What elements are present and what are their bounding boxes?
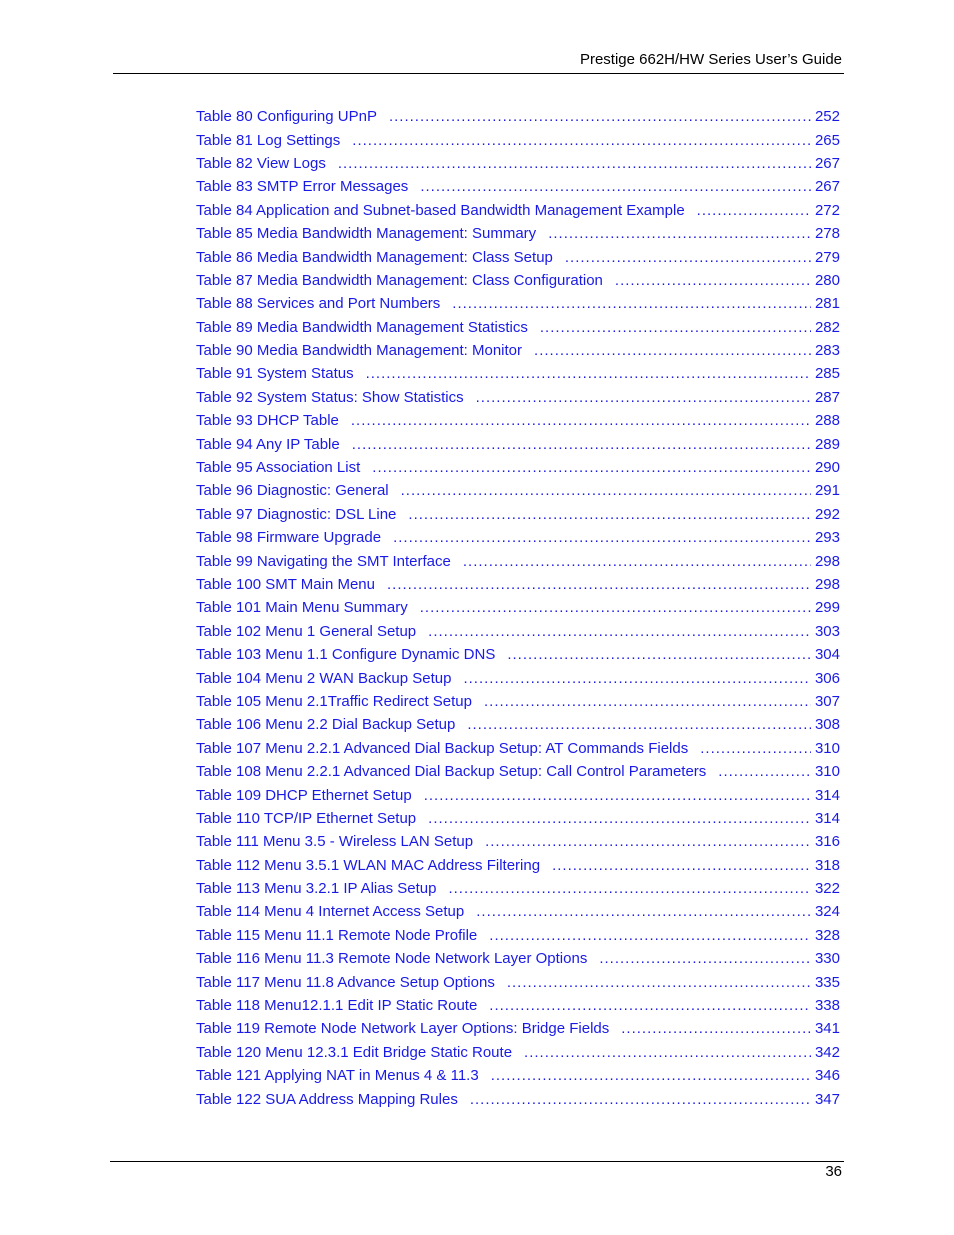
toc-entry-page: 272 <box>814 201 840 219</box>
toc-entry-title: Table 114 Menu 4 Internet Access Setup <box>196 903 465 921</box>
toc-entry-title: Table 116 Menu 11.3 Remote Node Network Layer Options <box>196 950 588 968</box>
toc-entry-page: 338 <box>814 997 840 1015</box>
toc-entry-page: 279 <box>814 248 840 266</box>
toc-entry-link[interactable] <box>196 783 840 806</box>
toc-entry-page: 289 <box>814 435 840 453</box>
toc-entry-page: 291 <box>814 482 840 500</box>
toc-dot-leader <box>565 249 811 266</box>
toc-entry-link[interactable] <box>196 199 840 222</box>
toc-entry-page: 292 <box>814 505 840 523</box>
toc-dot-leader <box>540 319 811 336</box>
toc-entry-link[interactable] <box>196 760 840 783</box>
toc-entry-link[interactable] <box>196 409 840 432</box>
toc-dot-leader <box>599 950 811 967</box>
toc-dot-leader <box>393 529 811 546</box>
toc-entry-page: 341 <box>814 1020 840 1038</box>
toc-dot-leader <box>428 623 811 640</box>
toc-entry-link[interactable] <box>196 128 840 151</box>
page-number: 36 <box>825 1163 842 1180</box>
toc-dot-leader <box>467 716 811 733</box>
toc-dot-leader <box>366 365 811 382</box>
toc-entry-page: 306 <box>814 669 840 687</box>
toc-entry-page: 318 <box>814 856 840 874</box>
toc-dot-leader <box>507 974 811 991</box>
page-header-title: Prestige 662H/HW Series User’s Guide <box>579 51 842 68</box>
toc-entry-page: 347 <box>814 1090 840 1108</box>
toc-entry-link[interactable] <box>196 1041 840 1064</box>
toc-entry-title: Table 99 Navigating the SMT Interface <box>196 552 451 570</box>
toc-entry-title: Table 83 SMTP Error Messages <box>196 178 409 196</box>
toc-entry-link[interactable] <box>196 900 840 923</box>
toc-dot-leader <box>697 202 811 219</box>
toc-entry-page: 346 <box>814 1067 840 1085</box>
toc-entry-title: Table 104 Menu 2 WAN Backup Setup <box>196 669 452 687</box>
toc-dot-leader <box>338 155 811 172</box>
toc-dot-leader <box>401 482 811 499</box>
toc-entry-link[interactable] <box>196 316 840 339</box>
toc-entry-title: Table 80 Configuring UPnP <box>196 108 377 126</box>
toc-entry-page: 283 <box>814 342 840 360</box>
toc-dot-leader <box>420 599 811 616</box>
toc-entry-link[interactable] <box>196 526 840 549</box>
toc-entry-title: Table 110 TCP/IP Ethernet Setup <box>196 809 417 827</box>
toc-entry-link[interactable] <box>196 690 840 713</box>
toc-entry-link[interactable] <box>196 573 840 596</box>
toc-entry-link[interactable] <box>196 549 840 572</box>
toc-entry-page: 316 <box>814 833 840 851</box>
toc-entry-link[interactable] <box>196 432 840 455</box>
toc-dot-leader <box>476 389 811 406</box>
toc-entry-title: Table 111 Menu 3.5 - Wireless LAN Setup <box>196 833 474 851</box>
toc-dot-leader <box>621 1020 811 1037</box>
toc-entry-title: Table 105 Menu 2.1Traffic Redirect Setup <box>196 692 472 710</box>
toc-entry-page: 293 <box>814 529 840 547</box>
toc-entry-title: Table 85 Media Bandwidth Management: Summary <box>196 225 537 243</box>
toc-dot-leader <box>524 1044 811 1061</box>
toc-dot-leader <box>548 225 811 242</box>
toc-entry-title: Table 113 Menu 3.2.1 IP Alias Setup <box>196 880 437 898</box>
toc-entry-title: Table 98 Firmware Upgrade <box>196 529 382 547</box>
toc-entry-page: 330 <box>814 950 840 968</box>
toc-dot-leader <box>351 412 811 429</box>
toc-entry-title: Table 121 Applying NAT in Menus 4 & 11.3 <box>196 1067 479 1085</box>
toc-entry-link[interactable] <box>196 456 840 479</box>
toc-entry-link[interactable] <box>196 737 840 760</box>
toc-entry-title: Table 117 Menu 11.8 Advance Setup Options <box>196 973 495 991</box>
toc-dot-leader <box>507 646 811 663</box>
toc-dot-leader <box>615 272 811 289</box>
toc-entry-page: 299 <box>814 599 840 617</box>
toc-dot-leader <box>489 997 811 1014</box>
toc-entry-page: 342 <box>814 1043 840 1061</box>
toc-entry-link[interactable] <box>196 877 840 900</box>
toc-entry-page: 310 <box>814 739 840 757</box>
toc-entry-title: Table 120 Menu 12.3.1 Edit Bridge Static Route <box>196 1043 513 1061</box>
toc-entry-page: 252 <box>814 108 840 126</box>
toc-dot-leader <box>484 693 811 710</box>
toc-entry-page: 285 <box>814 365 840 383</box>
toc-entry-title: Table 106 Menu 2.2 Dial Backup Setup <box>196 716 456 734</box>
toc-entry-page: 267 <box>814 154 840 172</box>
toc-entry-link[interactable] <box>196 970 840 993</box>
toc-entry-link[interactable] <box>196 503 840 526</box>
toc-entry-link[interactable] <box>196 292 840 315</box>
toc-entry-page: 290 <box>814 459 840 477</box>
toc-entry-link[interactable] <box>196 807 840 830</box>
toc-entry-link[interactable] <box>196 994 840 1017</box>
table-of-contents-list <box>196 105 840 1111</box>
toc-entry-page: 328 <box>814 926 840 944</box>
toc-entry-link[interactable] <box>196 245 840 268</box>
toc-dot-leader <box>408 506 811 523</box>
toc-entry-link[interactable] <box>196 105 840 128</box>
toc-entry-link[interactable] <box>196 713 840 736</box>
toc-entry-page: 298 <box>814 576 840 593</box>
toc-dot-leader <box>470 1091 811 1108</box>
toc-entry-link[interactable] <box>196 1087 840 1110</box>
toc-entry-title: Table 94 Any IP Table <box>196 435 340 453</box>
toc-entry-title: Table 109 DHCP Ethernet Setup <box>196 786 412 804</box>
toc-entry-page: 324 <box>814 903 840 921</box>
toc-entry-page: 322 <box>814 880 840 898</box>
toc-entry-title: Table 88 Services and Port Numbers <box>196 295 441 313</box>
toc-entry-title: Table 84 Application and Subnet-based Bandwidth Management Example <box>196 201 685 219</box>
toc-dot-leader <box>389 108 811 125</box>
toc-entry-title: Table 118 Menu12.1.1 Edit IP Static Route <box>196 997 478 1015</box>
toc-entry-link[interactable] <box>196 666 840 689</box>
toc-dot-leader <box>534 342 811 359</box>
toc-dot-leader <box>452 295 811 312</box>
toc-entry-title: Table 103 Menu 1.1 Configure Dynamic DNS <box>196 646 496 664</box>
toc-entry-title: Table 101 Main Menu Summary <box>196 599 408 617</box>
footer-divider <box>110 1161 844 1162</box>
toc-entry-link[interactable] <box>196 479 840 502</box>
toc-entry-title: Table 112 Menu 3.5.1 WLAN MAC Address Filtering <box>196 856 541 874</box>
toc-dot-leader <box>424 787 811 804</box>
toc-entry-title: Table 108 Menu 2.2.1 Advanced Dial Backup Setup: Call Control Parameters <box>196 763 707 781</box>
toc-entry-title: Table 122 SUA Address Mapping Rules <box>196 1090 458 1108</box>
toc-dot-leader <box>491 1067 811 1084</box>
toc-dot-leader <box>463 670 811 687</box>
toc-entry-page: 280 <box>814 271 840 289</box>
toc-entry-page: 281 <box>814 295 840 313</box>
toc-entry-title: Table 89 Media Bandwidth Management Statistics <box>196 318 528 336</box>
toc-dot-leader <box>489 927 811 944</box>
toc-entry-page: 304 <box>814 646 840 664</box>
toc-entry-page: 265 <box>814 131 840 149</box>
toc-entry-link[interactable] <box>196 269 840 292</box>
toc-entry-title: Table 97 Diagnostic: DSL Line <box>196 505 397 523</box>
toc-entry-page: 303 <box>814 622 840 640</box>
toc-entry-page: 314 <box>814 809 840 827</box>
toc-entry-page: 308 <box>814 716 840 734</box>
toc-entry-page: 310 <box>814 763 840 781</box>
toc-entry-link[interactable] <box>196 830 840 853</box>
toc-entry-link[interactable] <box>196 362 840 385</box>
toc-entry-title: Table 82 View Logs <box>196 154 326 172</box>
toc-entry-page: 278 <box>814 225 840 243</box>
toc-entry-link[interactable] <box>196 924 840 947</box>
toc-dot-leader <box>718 763 811 780</box>
toc-entry-title: Table 115 Menu 11.1 Remote Node Profile <box>196 926 478 944</box>
toc-entry-link[interactable] <box>196 947 840 970</box>
toc-dot-leader <box>700 740 811 757</box>
toc-dot-leader <box>448 880 811 897</box>
toc-entry-link[interactable] <box>196 386 840 409</box>
toc-entry-title: Table 100 SMT Main Menu <box>196 576 375 593</box>
toc-entry-link[interactable] <box>196 1064 840 1087</box>
toc-dot-leader <box>352 436 811 453</box>
toc-entry-title: Table 81 Log Settings <box>196 131 341 149</box>
toc-entry-title: Table 93 DHCP Table <box>196 412 339 430</box>
toc-dot-leader <box>352 132 811 149</box>
toc-entry-title: Table 95 Association List <box>196 459 361 477</box>
toc-entry-title: Table 119 Remote Node Network Layer Options: Bridge Fields <box>196 1020 610 1038</box>
toc-entry-link[interactable] <box>196 152 840 175</box>
toc-entry-page: 307 <box>814 692 840 710</box>
toc-dot-leader <box>552 857 811 874</box>
toc-dot-leader <box>476 903 811 920</box>
toc-dot-leader <box>372 459 811 476</box>
toc-entry-page: 282 <box>814 318 840 336</box>
toc-entry-page: 298 <box>814 552 840 570</box>
toc-entry-title: Table 86 Media Bandwidth Management: Class Setup <box>196 248 553 266</box>
toc-entry-link[interactable] <box>196 222 840 245</box>
toc-entry-link[interactable] <box>196 620 840 643</box>
toc-entry-page: 335 <box>814 973 840 991</box>
toc-entry-link[interactable] <box>196 175 840 198</box>
toc-entry-link[interactable] <box>196 339 840 362</box>
toc-entry-link[interactable] <box>196 596 840 619</box>
toc-entry-title: Table 87 Media Bandwidth Management: Class Configuration <box>196 271 603 289</box>
toc-entry-title: Table 92 System Status: Show Statistics <box>196 388 464 406</box>
toc-entry-page: 314 <box>814 786 840 804</box>
toc-entry-title: Table 91 System Status <box>196 365 354 383</box>
toc-entry-link[interactable] <box>196 854 840 877</box>
toc-entry-link[interactable] <box>196 1017 840 1040</box>
toc-entry-page: 288 <box>814 412 840 430</box>
toc-entry-page: 267 <box>814 178 840 196</box>
toc-entry-link[interactable] <box>196 643 840 666</box>
toc-dot-leader <box>428 810 811 827</box>
header-divider <box>113 73 844 74</box>
toc-dot-leader <box>485 833 811 850</box>
toc-dot-leader <box>387 576 811 593</box>
toc-dot-leader <box>420 178 811 195</box>
toc-entry-title: Table 102 Menu 1 General Setup <box>196 622 417 640</box>
toc-entry-title: Table 90 Media Bandwidth Management: Monitor <box>196 342 523 360</box>
toc-entry-title: Table 107 Menu 2.2.1 Advanced Dial Backup Setup: AT Commands Fields <box>196 739 689 757</box>
toc-entry-title: Table 96 Diagnostic: General <box>196 482 389 500</box>
toc-dot-leader <box>463 553 811 570</box>
toc-entry-page: 287 <box>814 388 840 406</box>
